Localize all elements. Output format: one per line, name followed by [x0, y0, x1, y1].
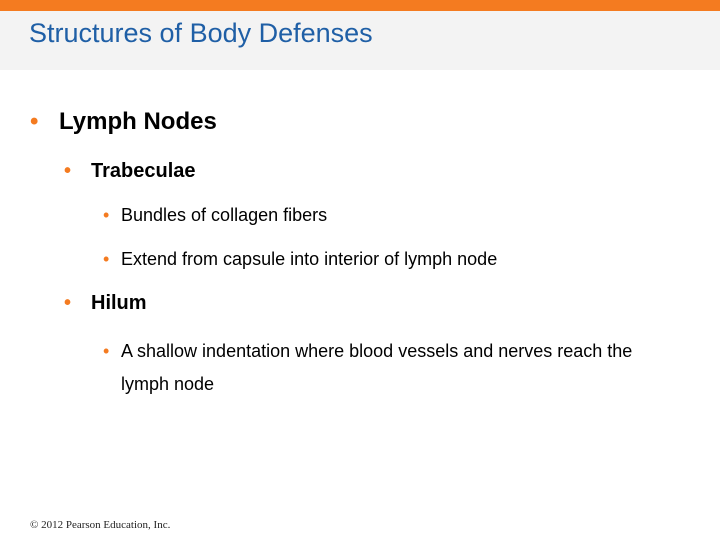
- bullet-trabeculae: Trabeculae: [91, 160, 196, 182]
- bullet-lymph-nodes: Lymph Nodes: [59, 108, 217, 135]
- bullet-marker-icon: •: [64, 160, 72, 182]
- bullet-marker-icon: •: [64, 292, 72, 314]
- bullet-collagen-fibers: Bundles of collagen fibers: [121, 205, 328, 225]
- bullet-hilum: Hilum: [91, 292, 147, 314]
- bullet-marker-icon: •: [103, 341, 110, 361]
- copyright-footer: © 2012 Pearson Education, Inc.: [30, 519, 171, 531]
- bullet-shallow-indentation: A shallow indentation where blood vessels and nerves reach the lymph node: [121, 341, 633, 394]
- accent-bar: [0, 0, 720, 11]
- bullet-extend-capsule: Extend from capsule into interior of lymph node: [121, 249, 498, 269]
- bullet-marker-icon: •: [103, 249, 110, 269]
- bullet-marker-icon: •: [103, 205, 110, 225]
- bullet-marker-icon: •: [30, 108, 39, 135]
- slide-title: Structures of Body Defenses: [29, 18, 373, 48]
